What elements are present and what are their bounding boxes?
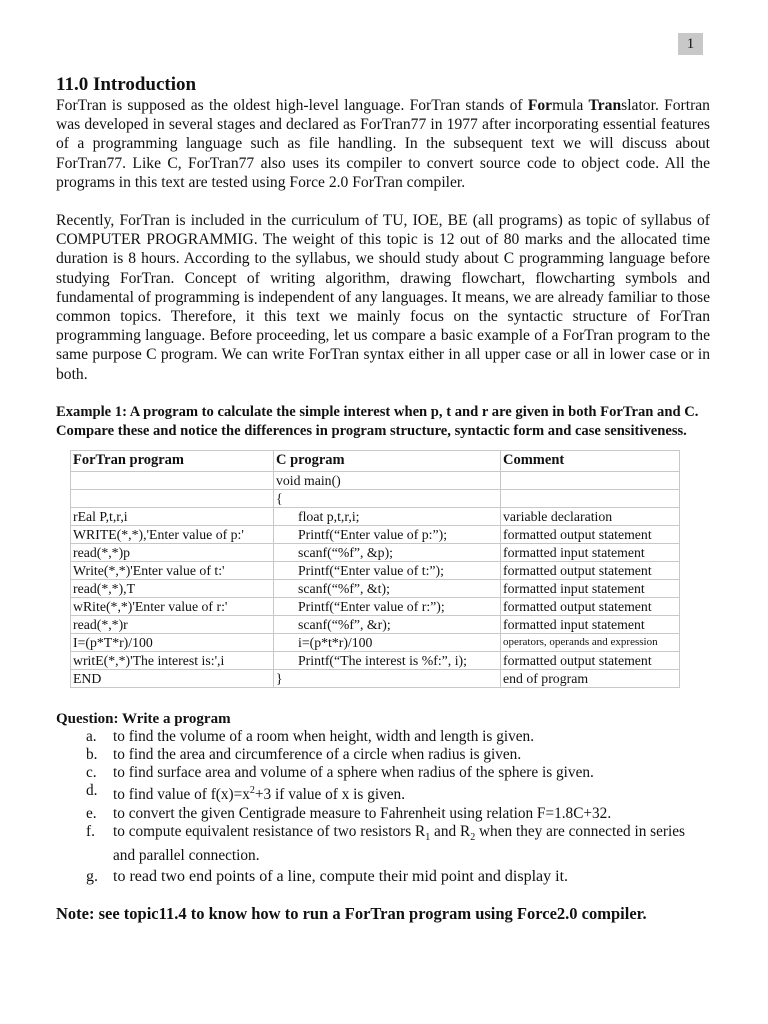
comment-cell: operators, operands and expression	[501, 633, 680, 651]
header-comment: Comment	[501, 450, 680, 471]
section-heading: 11.0 Introduction	[56, 74, 197, 95]
list-item: a. to find the volume of a room when height, width and length is given.	[86, 727, 535, 745]
question-title: Question: Write a program	[56, 710, 231, 727]
c-cell: i=(p*t*r)/100	[274, 633, 501, 651]
fortran-cell: read(*,*)r	[71, 615, 274, 633]
fortran-cell	[71, 471, 274, 489]
c-cell: scanf(“%f”, &t);	[274, 579, 501, 597]
c-cell: scanf(“%f”, &p);	[274, 543, 501, 561]
comment-cell: formatted input statement	[501, 543, 680, 561]
table-row	[71, 507, 680, 525]
fortran-cell: Write(*,*)'Enter value of t:'	[71, 561, 274, 579]
list-item: g. to read two end points of a line, compute their mid point and display it.	[86, 868, 569, 886]
table-row	[71, 525, 680, 543]
comment-cell: formatted output statement	[501, 561, 680, 579]
header-fortran: ForTran program	[71, 450, 274, 471]
comment-cell: formatted input statement	[501, 579, 680, 597]
table-row	[71, 579, 680, 597]
list-item: e. to convert the given Centigrade measure to Fahrenheit using relation F=1.8C+32.	[86, 804, 612, 822]
fortran-cell: read(*,*),T	[71, 579, 274, 597]
table-row	[71, 489, 680, 507]
note: Note: see topic11.4 to know how to run a ForTran program using Force2.0 compiler.	[56, 903, 647, 923]
comment-cell: formatted input statement	[501, 615, 680, 633]
comment-cell	[501, 489, 680, 507]
list-item: f. to compute equivalent resistance of two resistors $R_1$ and $R_2$ when they are connected in series and parallel connection.	[86, 822, 686, 865]
c-cell: scanf(“%f”, &r);	[274, 615, 501, 633]
c-cell: }	[274, 669, 501, 687]
page-content	[56, 74, 710, 924]
c-cell: void main()	[274, 471, 501, 489]
table-row	[71, 669, 680, 687]
list-item: d. to find value of $f(x)=x^2+3$ if value of x is given.	[86, 782, 406, 804]
c-cell: {	[274, 489, 501, 507]
c-cell: Printf(“Enter value of t:”);	[274, 561, 501, 579]
table-row	[71, 543, 680, 561]
comment-cell: end of program	[501, 669, 680, 687]
comment-cell: variable declaration	[501, 507, 680, 525]
table-row	[71, 471, 680, 489]
comment-cell: formatted output statement	[501, 525, 680, 543]
c-cell: Printf(“Enter value of p:”);	[274, 525, 501, 543]
intro-paragraph: ForTran is supposed as the oldest high-level language. ForTran stands of Formula Translator. Fortran was developed in several stages and declared as ForTran77 in 1977 after incorporating essential features of a programming language such as file handling. In the subsequent text we will discuss about ForTran77. Like C, ForTran77 also uses its compiler to convert source code to object code. All the programs in this text are tested using Force 2.0 ForTran compiler.	[56, 97, 710, 191]
fortran-cell	[71, 489, 274, 507]
question-list	[56, 728, 710, 887]
comment-cell	[501, 471, 680, 489]
table-row	[71, 633, 680, 651]
c-cell: Printf(“Enter value of r:”);	[274, 597, 501, 615]
list-item: b. to find the area and circumference of a circle when radius is given.	[86, 746, 522, 764]
table-header-row	[71, 450, 680, 471]
table-row	[71, 561, 680, 579]
fortran-cell: END	[71, 669, 274, 687]
fortran-cell: read(*,*)p	[71, 543, 274, 561]
page-number: 1	[678, 33, 703, 55]
fortran-cell: WRITE(*,*),'Enter value of p:'	[71, 525, 274, 543]
c-cell: float p,t,r,i;	[274, 507, 501, 525]
table-row	[71, 651, 680, 669]
fortran-cell: wRite(*,*)'Enter value of r:'	[71, 597, 274, 615]
comparison-table	[70, 450, 680, 688]
fortran-cell: writE(*,*)'The interest is:',i	[71, 651, 274, 669]
fortran-cell: I=(p*T*r)/100	[71, 633, 274, 651]
fortran-cell: rEal P,t,r,i	[71, 507, 274, 525]
c-cell: Printf(“The interest is %f:”, i);	[274, 651, 501, 669]
list-item: c. to find surface area and volume of a sphere when radius of the sphere is given.	[86, 764, 594, 782]
table-row	[71, 615, 680, 633]
table-row	[71, 597, 680, 615]
header-c: C program	[274, 450, 501, 471]
example-title: Example 1: A program to calculate the simple interest when p, t and r are given in both ForTran and C. Compare these and notice the differences in program structure, syntactic form and case sensitiveness.	[56, 403, 699, 440]
comment-cell: formatted output statement	[501, 651, 680, 669]
syllabus-paragraph: Recently, ForTran is included in the curriculum of TU, IOE, BE (all programs) as topic of syllabus of COMPUTER PROGRAMMIG. The weight of this topic is 12 out of 80 marks and the allocated time duration is 8 hours. According to the syllabus, we should study about C programming language before studying ForTran. Concept of writing algorithm, drawing flowchart, flowcharting symbols and fundamental of programming is independent of any languages. It means, we are already familiar to those common topics. Therefore, it this text we mainly focus on the syntactic structure of ForTran programming language. Before proceeding, let us compare a basic example of a ForTran program to the same purpose C program. We can write ForTran syntax either in all upper case or all in lower case or in both.	[56, 212, 710, 383]
comment-cell: formatted output statement	[501, 597, 680, 615]
